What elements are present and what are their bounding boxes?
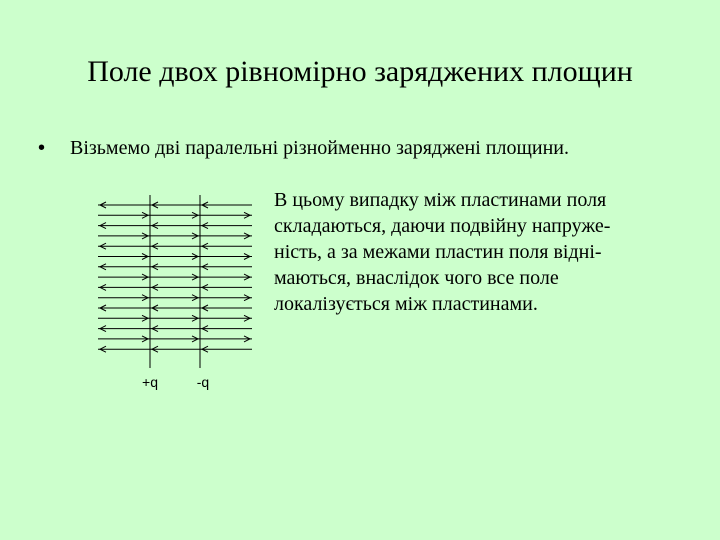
- explanation-text: [274, 187, 694, 317]
- field-lines-group: [98, 202, 252, 352]
- bullet-marker: •: [38, 137, 46, 159]
- explanation-line: локалізується між пластинами.: [274, 293, 538, 315]
- negative-plate-label: -q: [196, 374, 210, 390]
- bullet-text: Візьмемо дві паралельні різнойменно заряджені площини.: [70, 137, 569, 159]
- explanation-line: В цьому випадку між пластинами поля: [274, 189, 607, 211]
- positive-plate-label: +q: [142, 374, 158, 390]
- explanation-line: маються, внаслідок чого все поле: [274, 267, 559, 289]
- slide-title: Поле двох рівномірно заряджених площин: [87, 55, 633, 88]
- explanation-line: складаються, даючи подвійну напруже-: [274, 215, 611, 237]
- explanation-line: ність, а за межами пластин поля відні-: [274, 241, 602, 263]
